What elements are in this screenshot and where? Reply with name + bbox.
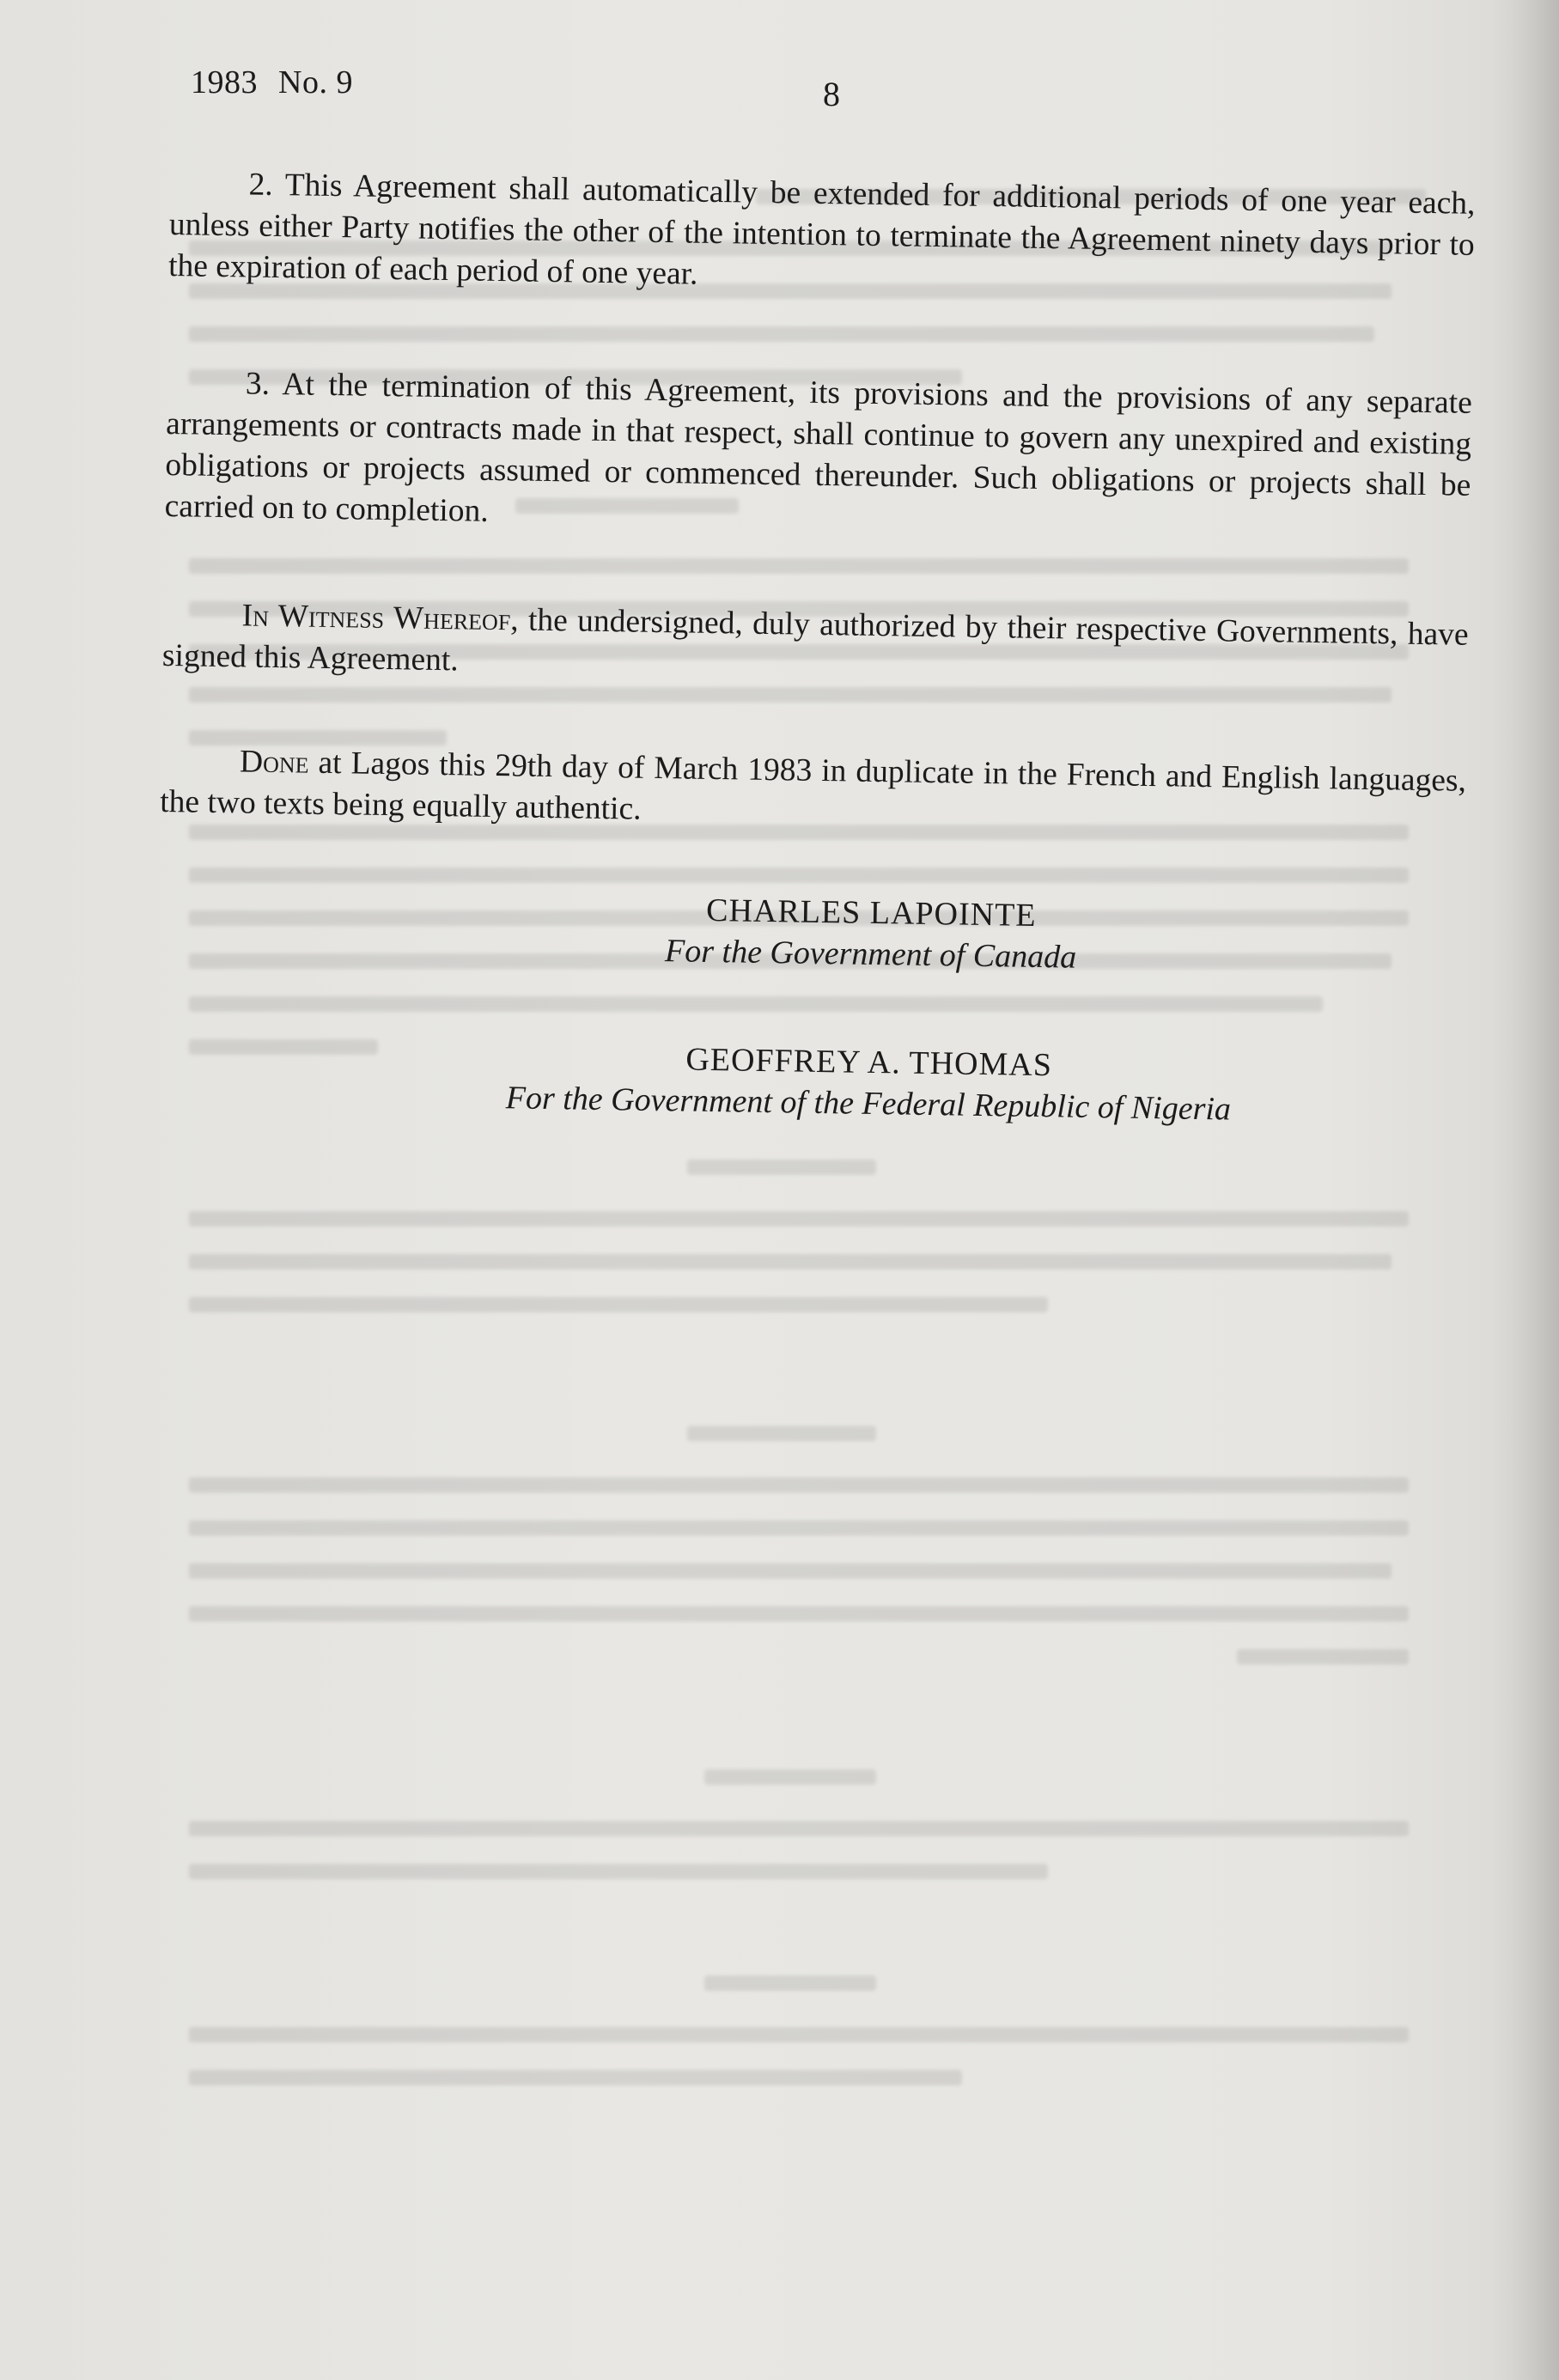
running-header <box>191 64 353 101</box>
page-number: 8 <box>823 75 840 113</box>
signature-block-canada <box>217 882 1524 985</box>
document-number: No. 9 <box>278 64 353 100</box>
page-edge-shadow <box>1490 0 1559 2380</box>
paragraph-3: 3. At the termination of this Agreement, its provisions and the provisions of any separate arrangements or contracts made in that respect, shall continue to govern any unexpired and existing obligations or projects assumed or commenced thereunder. Such obligations or projects shall be carried on to completion. <box>164 366 1473 529</box>
signature-block-nigeria <box>216 1032 1522 1135</box>
witness-paragraph <box>162 594 1469 697</box>
agreement-body <box>159 163 1476 1128</box>
signatory-name: CHARLES LAPOINTE <box>705 892 1037 934</box>
done-text: at Lagos this 29th day of March 1983 in duplicate in the French and English languages, the two texts being equally authentic. <box>159 745 1467 827</box>
witness-text: , the undersigned, duly authorized by their respective Governments, have signed this Agreement. <box>161 602 1469 679</box>
signatory-role: For the Government of the Federal Republic of Nigeria <box>505 1080 1232 1128</box>
witness-lead: In Witness Whereof <box>241 598 511 638</box>
paragraph-2: 2. This Agreement shall automatically be extended for additional periods of one year each, unless either Party notifies the other of the intention to terminate the Agreement ninety days prior to the expiration of each period of one year. <box>167 167 1476 292</box>
done-lead: Done <box>239 744 309 781</box>
signatory-role: For the Government of Canada <box>664 933 1077 976</box>
document-year: 1983 <box>191 64 258 100</box>
signatory-name: GEOFFREY A. THOMAS <box>685 1041 1053 1084</box>
done-paragraph <box>160 740 1466 843</box>
